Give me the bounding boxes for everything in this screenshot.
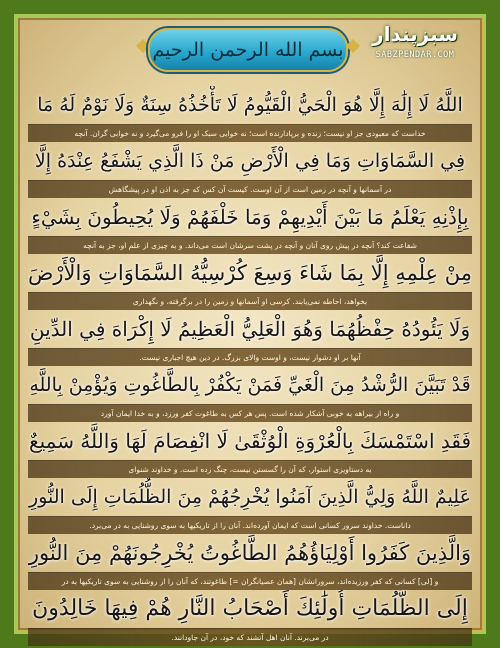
persian-translation: و راه از بیراهه به خوبی آشکار شده است. پس هر کس به طاغوت کفر ورزد، و به خدا ایمان آورد [28, 404, 472, 422]
verse-line [28, 86, 472, 142]
verse-line [28, 310, 472, 366]
verse-line [28, 422, 472, 478]
arabic-text: وَلَا يَئُودُهُ حِفْظُهُمَا وَهُوَ الْعَلِيُّ الْعَظِيمُ لَا إِكْرَاهَ فِي الدِّينِ [29, 317, 471, 341]
verse-line [28, 478, 472, 534]
arabic-text: إِلَى الظُّلُمَاتِ أُولَٰئِكَ أَصْحَابُ النَّارِ هُمْ فِيهَا خَالِدُونَ [32, 596, 468, 621]
arabic-text: مِنْ عِلْمِهِ إِلَّا بِمَا شَاءَ وَسِعَ كُرْسِيُّهُ السَّمَاوَاتِ وَالْأَرْضَ [28, 261, 472, 285]
arabic-text: وَالَّذِينَ كَفَرُوا أَوْلِيَاؤُهُمُ الطَّاغُوتُ يُخْرِجُونَهُمْ مِنَ النُّورِ [28, 541, 472, 565]
persian-translation: داناست. خداوند سرور کسانی است که ایمان آورده‌اند. آنان را از تاریکیها به سوی روشنایی به در می‌برد. [28, 516, 472, 534]
logo-url: SABZPENDAR.COM [375, 50, 455, 60]
persian-translation: در آسمانها و آنچه در زمین است از آن اوست. کیست آن کس که جز به اذن او در پیشگاهش [28, 180, 472, 198]
persian-translation: آنها بر او دشوار نیست، و اوست والای بزرگ. در دین هیچ اجباری نیست. [28, 348, 472, 366]
header [0, 18, 500, 80]
verse-line [28, 534, 472, 590]
arabic-text: فِي السَّمَاوَاتِ وَمَا فِي الْأَرْضِ مَنْ ذَا الَّذِي يَشْفَعُ عِنْدَهُ إِلَّا [34, 150, 466, 172]
persian-translation: خداست که معبودی جز او نیست؛ زنده و برپادارنده است؛ نه خوابی سبک او را فرو می‌گیرد و نه خوابی گران. آنچه [28, 124, 472, 142]
arabic-text: عَلِيمٌ اللَّهُ وَلِيُّ الَّذِينَ آمَنُوا يُخْرِجُهُمْ مِنَ الظُّلُمَاتِ إِلَى النُّورِ [29, 486, 471, 508]
verse-line [28, 254, 472, 310]
verse-line [28, 142, 472, 198]
arabic-text: قَدْ تَبَيَّنَ الرُّشْدُ مِنَ الْغَيِّ فَمَنْ يَكْفُرْ بِالطَّاغُوتِ وَيُؤْمِنْ بِاللَّهِ [29, 374, 471, 396]
verse-line [28, 590, 472, 646]
logo-text: سبزپندار [372, 22, 458, 46]
persian-translation: شفاعت کند؟ آنچه در پیش روی آنان و آنچه در پشت سرشان است می‌داند. و به چیزی از علم او، جز به آنچه [28, 236, 472, 254]
site-logo[interactable] [360, 22, 470, 76]
verse-list [28, 86, 472, 646]
arabic-text: اللَّهُ لَا إِلَٰهَ إِلَّا هُوَ الْحَيُّ الْقَيُّومُ لَا تَأْخُذُهُ سِنَةٌ وَلَا نَوْمٌ لَهُ مَا [37, 94, 463, 116]
basmala-banner: بسم الله الرحمن الرحيم [148, 28, 348, 72]
persian-translation: و [لی] کسانی که کفر ورزیده‌اند، سرورانشان [همان عصیانگران =] طاغوتند، که آنان را از روشنایی به سوی تاریکیها به در [28, 572, 472, 590]
verse-line [28, 366, 472, 422]
persian-translation: بخواهد، احاطه نمی‌یابند. کرسی او آسمانها و زمین را در برگرفته، و نگهداری [28, 292, 472, 310]
persian-translation: در می‌برند. آنان اهل آتشند که خود، در آن جاودانند. [28, 628, 472, 646]
verse-line [28, 198, 472, 254]
persian-translation: به دستاویزی استوار، که آن را گسستن نیست، چنگ زده است. و خداوند شنوای [28, 460, 472, 478]
arabic-text: فَقَدِ اسْتَمْسَكَ بِالْعُرْوَةِ الْوُثْقَىٰ لَا انْفِصَامَ لَهَا وَاللَّهُ سَمِيعٌ [28, 429, 472, 453]
arabic-text: بِإِذْنِهِ يَعْلَمُ مَا بَيْنَ أَيْدِيهِمْ وَمَا خَلْفَهُمْ وَلَا يُحِيطُونَ بِشَيْءٍ [31, 205, 469, 229]
ornament-right-icon [346, 39, 360, 53]
